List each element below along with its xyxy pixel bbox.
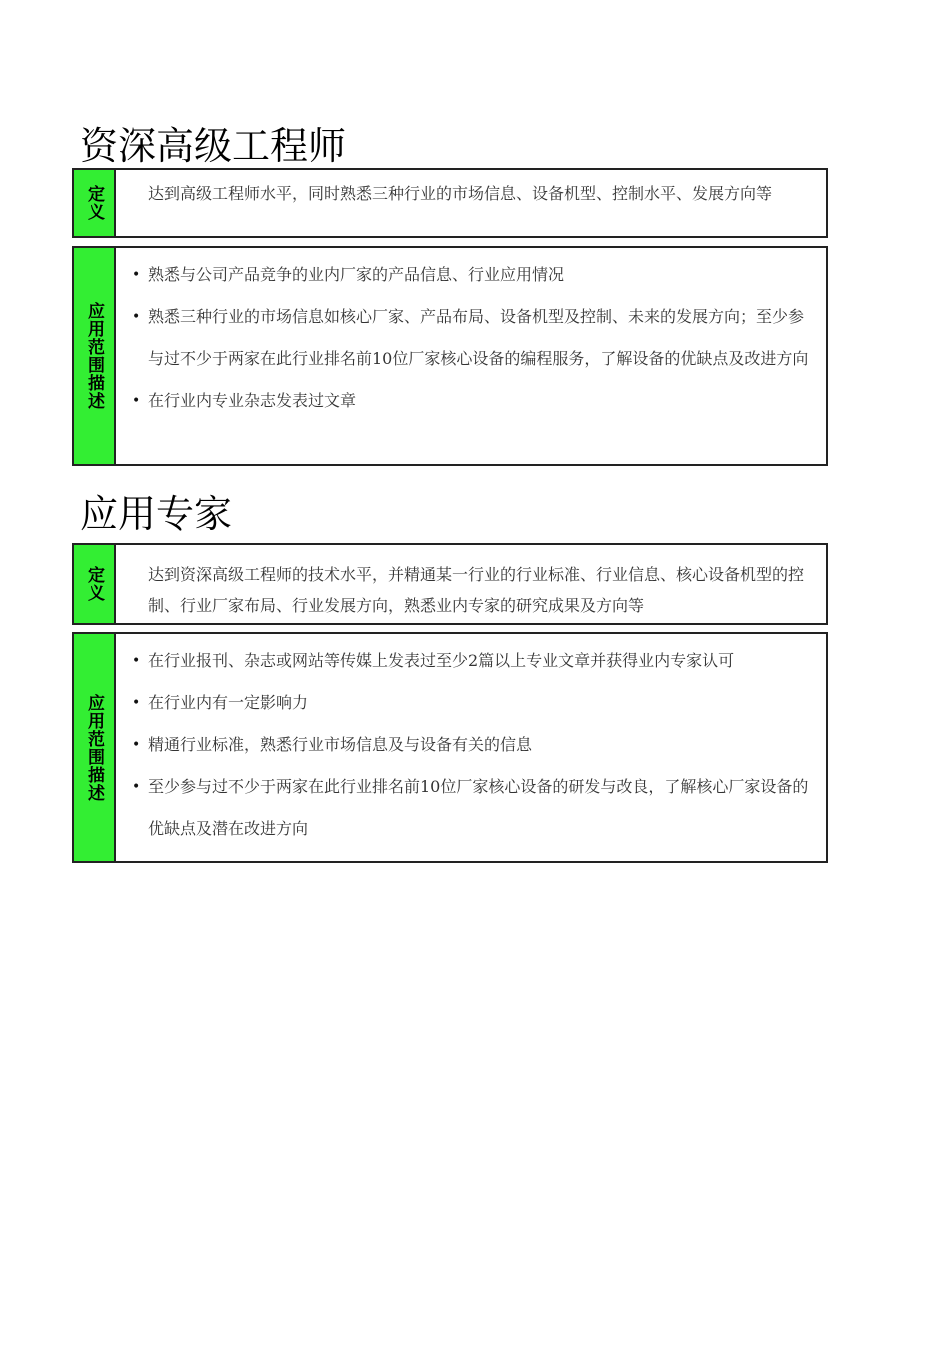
definition-label-cell — [74, 170, 116, 236]
definition-box-senior-engineer — [72, 168, 828, 238]
list-item — [132, 380, 814, 422]
list-item-text: 精通行业标准，熟悉行业市场信息及与设备有关的信息 — [148, 735, 533, 754]
list-item-text: 在行业内有一定影响力 — [148, 693, 309, 712]
scope-label-cell — [74, 248, 116, 464]
bullet-icon: • — [132, 309, 141, 325]
scope-box-application-expert — [72, 632, 828, 863]
scope-list — [116, 634, 826, 861]
bullet-icon: • — [132, 737, 141, 753]
bullet-icon: • — [132, 653, 141, 669]
list-item-text: 熟悉三种行业的市场信息如核心厂家、产品布局、设备机型及控制、未来的发展方向；至少参与过不少于两家在此行业排名前10位厂家核心设备的编程服务，了解设备的优缺点及改进方向 — [148, 307, 809, 368]
scope-list — [116, 248, 826, 464]
list-item — [132, 296, 814, 380]
definition-label-cell — [74, 545, 116, 623]
scope-label: 应用范围描述 — [84, 302, 104, 410]
bullet-icon: • — [132, 695, 141, 711]
definition-label: 定义 — [84, 185, 104, 221]
list-item — [132, 724, 814, 766]
definition-text: 达到资深高级工程师的技术水平，并精通某一行业的行业标准、行业信息、核心设备机型的控制、行业厂家布局、行业发展方向，熟悉业内专家的研究成果及方向等 — [148, 565, 805, 615]
list-item — [132, 254, 814, 296]
scope-box-senior-engineer — [72, 246, 828, 466]
definition-box-application-expert — [72, 543, 828, 625]
list-item-text: 至少参与过不少于两家在此行业排名前10位厂家核心设备的研发与改良，了解核心厂家设备的优缺点及潜在改进方向 — [148, 777, 809, 838]
bullet-icon: • — [132, 779, 141, 795]
list-item-text: 在行业内专业杂志发表过文章 — [148, 391, 357, 410]
definition-text: 达到高级工程师水平，同时熟悉三种行业的市场信息、设备机型、控制水平、发展方向等 — [148, 184, 773, 203]
list-item — [132, 682, 814, 724]
list-item — [132, 766, 814, 850]
bullet-icon: • — [132, 267, 141, 283]
list-item-text: 熟悉与公司产品竞争的业内厂家的产品信息、行业应用情况 — [148, 265, 565, 284]
list-item-text: 在行业报刊、杂志或网站等传媒上发表过至少2篇以上专业文章并获得业内专家认可 — [148, 651, 735, 670]
section-title-application-expert: 应用专家 — [80, 492, 233, 536]
bullet-icon: • — [132, 393, 141, 409]
list-item — [132, 640, 814, 682]
scope-label-cell — [74, 634, 116, 861]
section-title-senior-engineer: 资深高级工程师 — [80, 124, 347, 168]
scope-label: 应用范围描述 — [84, 693, 104, 802]
definition-label: 定义 — [84, 566, 104, 602]
